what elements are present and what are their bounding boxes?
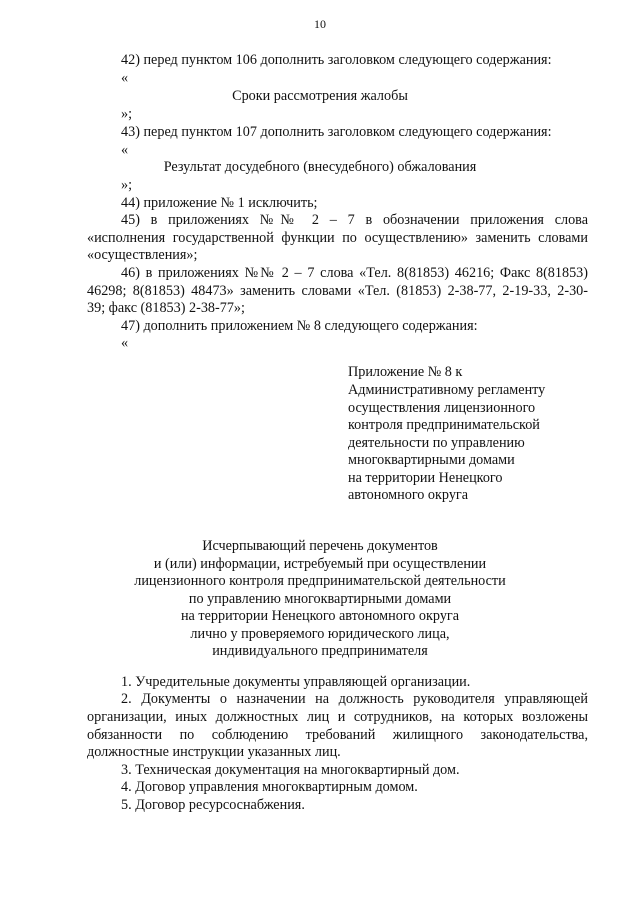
item-46-line: 46298; 8(81853) 48473» заменить словами «Тел. (81853) 2-38-77, 2-19-33, 2-30- [87, 283, 588, 299]
list-title-line: индивидуального предпринимателя [212, 643, 428, 659]
item-42: 42) перед пунктом 106 дополнить заголовком следующего содержания: [121, 52, 552, 68]
appendix-caption-line: контроля предпринимательской [348, 417, 540, 433]
list-item-2-line: 2. Документы о назначении на должность руководителя управляющей [121, 691, 588, 707]
inserted-heading: Сроки рассмотрения жалобы [232, 88, 408, 104]
list-item-2-line: обязанности по соблюдению требований жилищного законодательства, [87, 727, 588, 743]
item-43: 43) перед пунктом 107 дополнить заголовком следующего содержания: [121, 124, 552, 140]
item-45-line: «исполнения государственной функции по осуществлению» заменить словами [87, 230, 588, 246]
list-item-2-line: должностные инструкции указанных лиц. [87, 744, 341, 760]
close-quote: »; [121, 177, 133, 193]
list-title-line: лицензионного контроля предпринимательской деятельности [134, 573, 506, 589]
list-item-3: 3. Техническая документация на многоквартирный дом. [121, 762, 460, 778]
appendix-caption-line: автономного округа [348, 487, 469, 503]
close-quote: »; [121, 106, 133, 122]
appendix-caption-line: осуществления лицензионного [348, 400, 536, 416]
item-46-line: 39; факс (81853) 2-38-77»; [87, 300, 245, 316]
appendix-caption-line: на территории Ненецкого [348, 470, 503, 486]
item-44: 44) приложение № 1 исключить; [121, 195, 318, 211]
list-item-1: 1. Учредительные документы управляющей организации. [121, 674, 471, 690]
item-46-line: 46) в приложениях №№ 2 – 7 слова «Тел. 8(81853) 46216; Факс 8(81853) [121, 265, 588, 281]
open-quote: « [121, 70, 129, 86]
open-quote: « [121, 335, 129, 351]
list-title-line: и (или) информации, истребуемый при осуществлении [153, 556, 487, 572]
list-title-line: Исчерпывающий перечень документов [202, 538, 438, 554]
appendix-caption-line: деятельности по управлению [348, 435, 525, 451]
appendix-caption-line: Приложение № 8 к [348, 364, 463, 380]
appendix-caption-line: Административному регламенту [348, 382, 546, 398]
inserted-heading: Результат досудебного (внесудебного) обжалования [163, 159, 477, 175]
list-title-line: лично у проверяемого юридического лица, [190, 626, 450, 642]
open-quote: « [121, 142, 129, 158]
page-number: 10 [314, 17, 326, 31]
item-45-line: 45) в приложениях №№ 2 – 7 в обозначении приложения слова [121, 212, 588, 228]
item-45-line: «осуществления»; [87, 247, 198, 263]
list-item-4: 4. Договор управления многоквартирным домом. [121, 779, 418, 795]
item-47: 47) дополнить приложением № 8 следующего содержания: [121, 318, 478, 334]
list-title-line: на территории Ненецкого автономного округа [180, 608, 460, 624]
list-item-2-line: организации, иных должностных лиц и сотрудников, на которых возложены [87, 709, 588, 725]
list-item-5: 5. Договор ресурсоснабжения. [121, 797, 305, 813]
appendix-caption-line: многоквартирными домами [348, 452, 515, 468]
list-title-line: по управлению многоквартирными домами [188, 591, 452, 607]
